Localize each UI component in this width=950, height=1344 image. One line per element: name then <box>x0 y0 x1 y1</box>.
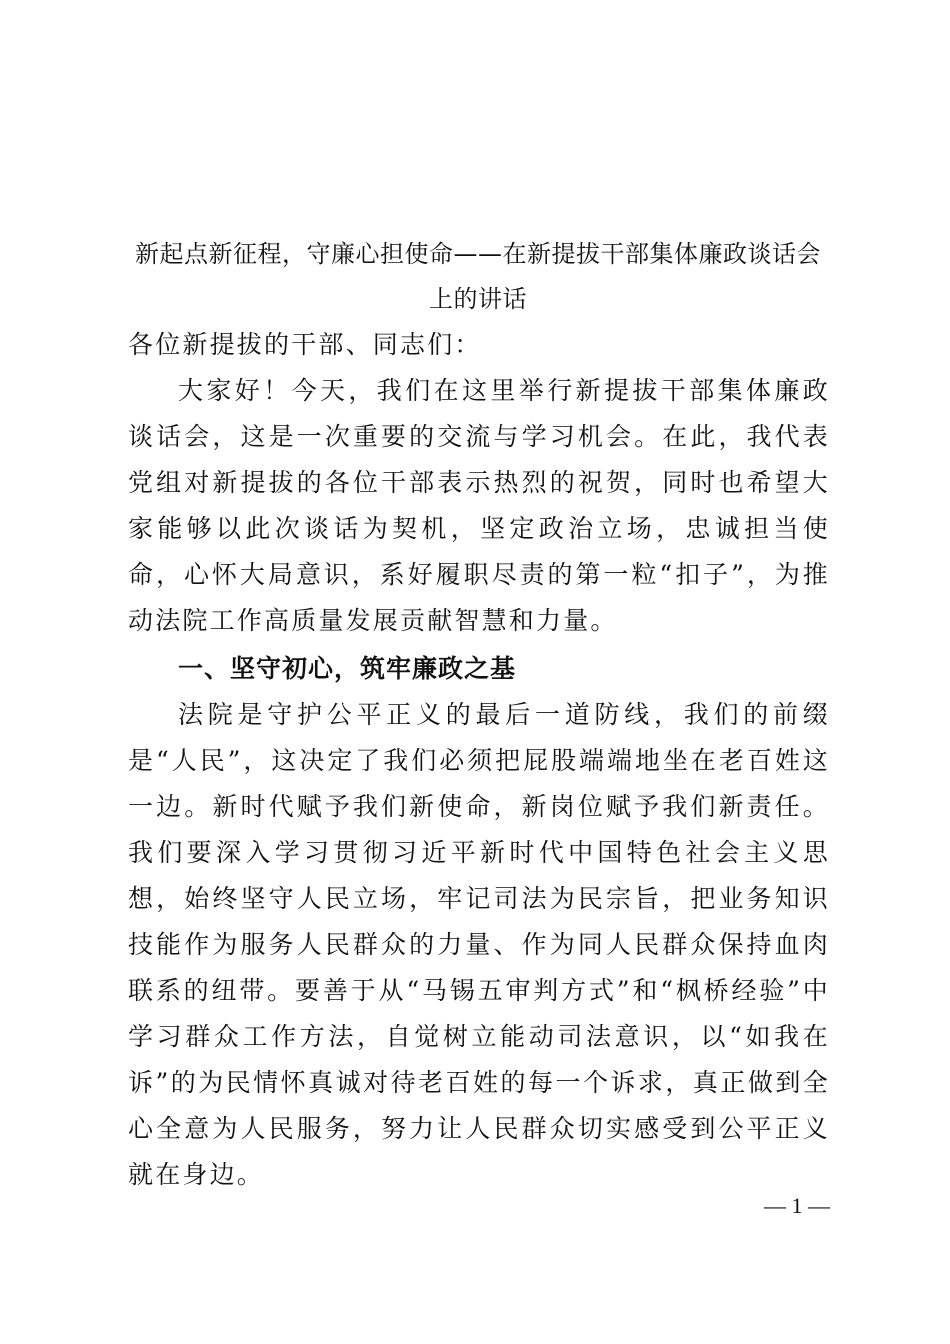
paragraph-opening: 大家好！今天，我们在这里举行新提拔干部集体廉政谈话会，这是一次重要的交流与学习机会。在此，我代表党组对新提拔的各位干部表示热烈的祝贺，同时也希望大家能够以此次谈话为契机，坚定政治立场，忠诚担当使命，心怀大局意识，系好履职尽责的第一粒“扣子”，为推动法院工作高质量发展贡献智慧和力量。 <box>128 376 830 635</box>
page-number: — 1 — <box>764 1193 830 1218</box>
paragraph-section-1: 法院是守护公平正义的最后一道防线，我们的前缀是“人民”，这决定了我们必须把屁股端端地坐在老百姓这一边。新时代赋予我们新使命，新岗位赋予我们新责任。我们要深入学习贯彻习近平新时代中国特色社会主义思想，始终坚守人民立场，牢记司法为民宗旨，把业务知识技能作为服务人民群众的力量、作为同人民群众保持血肉联系的纽带。要善于从“马锡五审判方式”和“枫桥经验”中学习群众工作方法，自觉树立能动司法意识，以“如我在诉”的为民情怀真诚对待老百姓的每一个诉求，真正做到全心全意为人民服务，努力让人民群众切实感受到公平正义就在身边。 <box>128 700 830 1189</box>
salutation: 各位新提拔的干部、同志们： <box>128 330 482 359</box>
section-heading-1: 一、坚守初心，筑牢廉政之基 <box>178 654 517 683</box>
document-title: 新起点新征程，守廉心担使命——在新提拔干部集体廉政谈话会上的讲话 <box>135 240 821 313</box>
